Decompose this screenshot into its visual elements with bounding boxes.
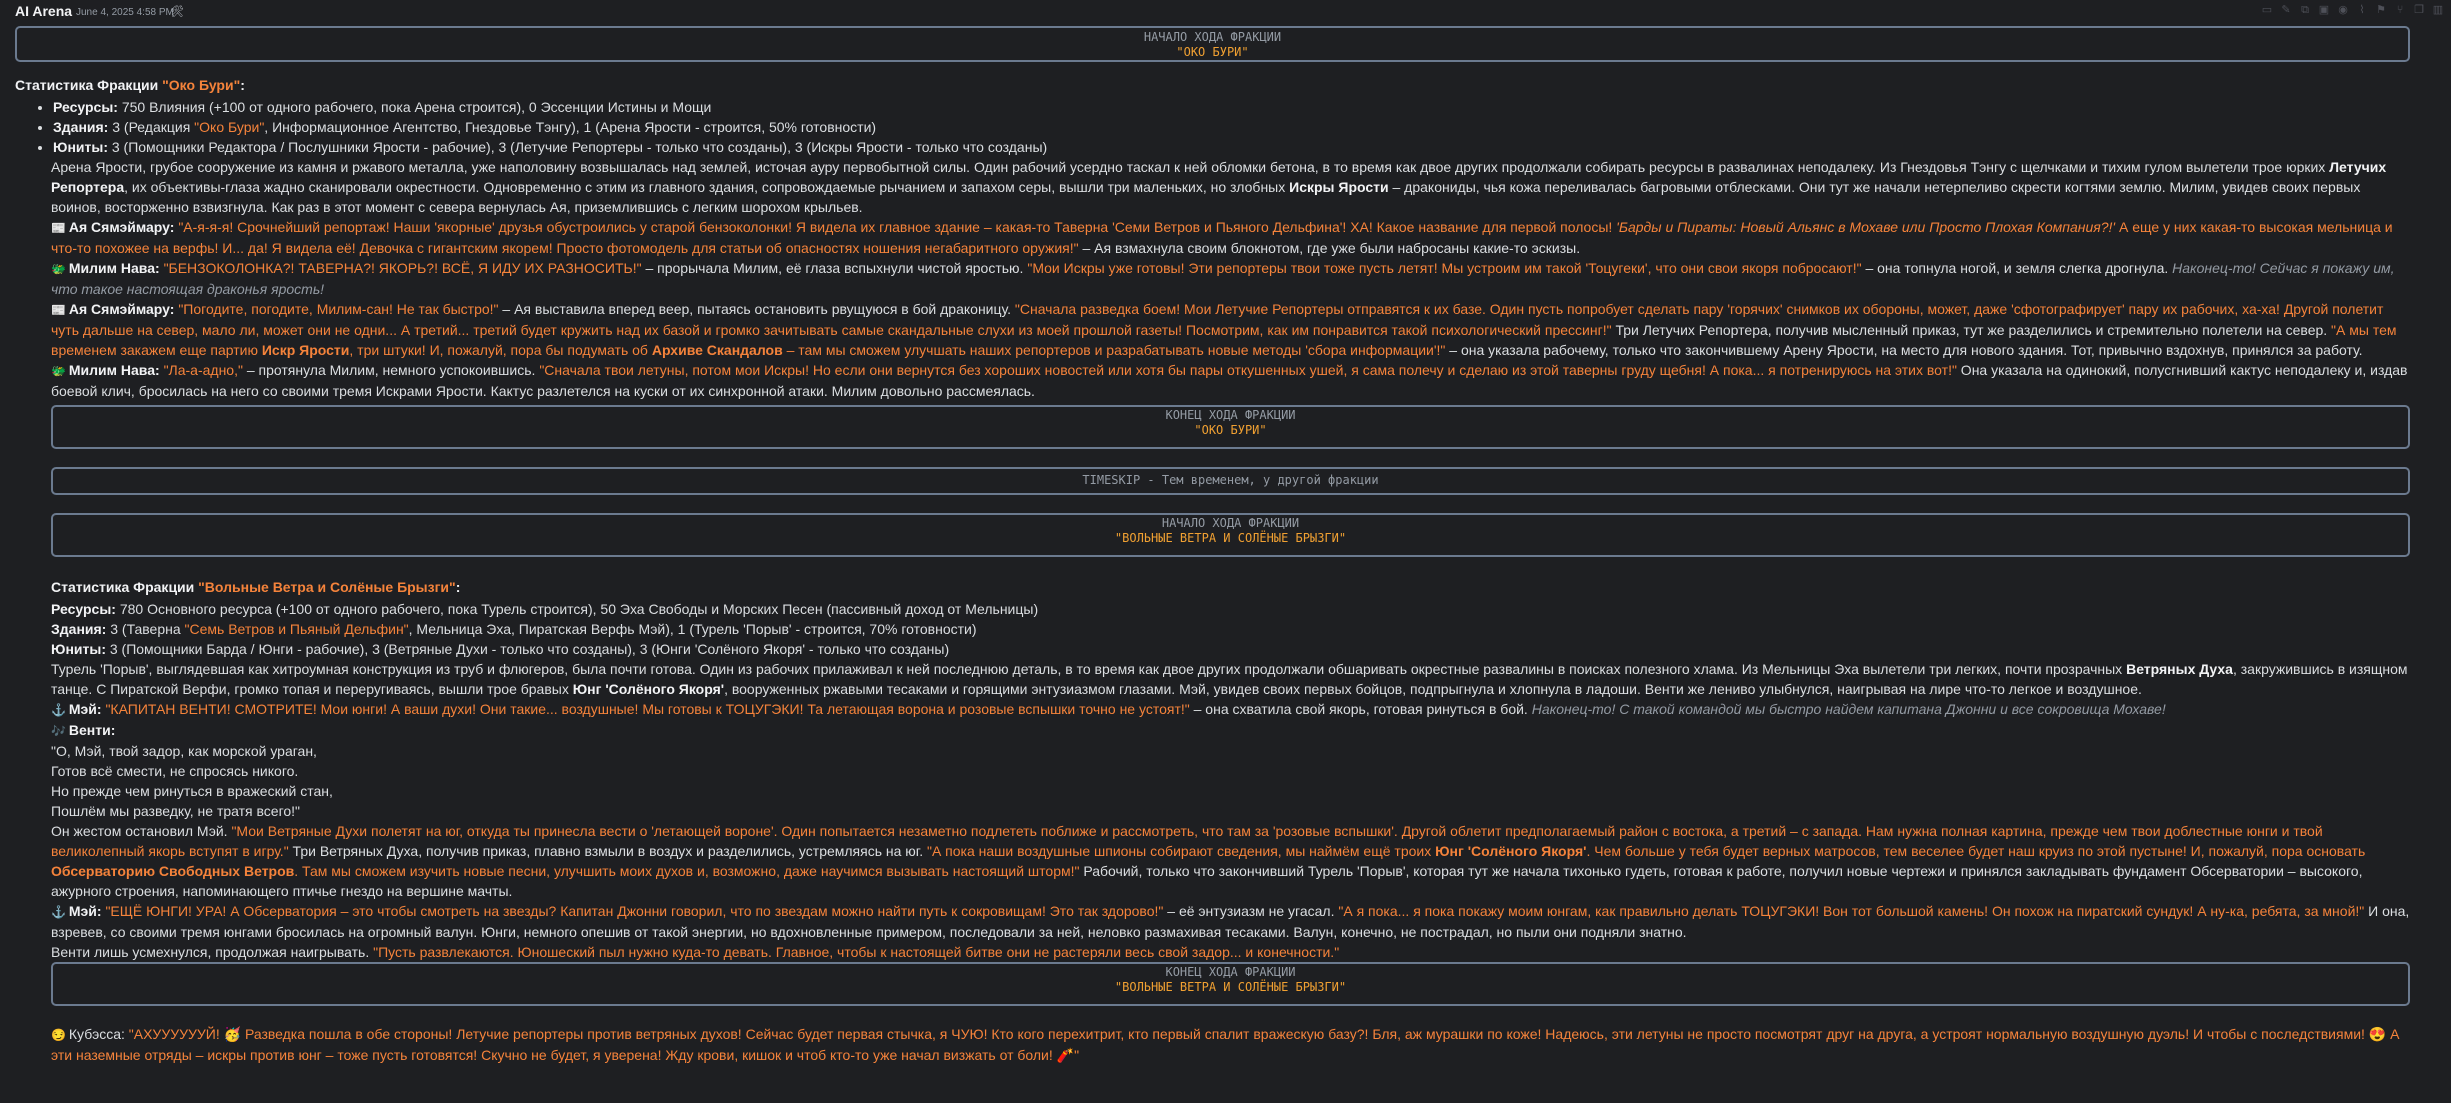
box-line: "ВОЛЬНЫЕ ВЕТРА И СОЛЁНЫЕ БРЫЗГИ" [1114, 980, 1347, 994]
poem-line: Готов всё смести, не спросясь никого. [51, 763, 299, 779]
box-line: TIMESKIP - Тем временем, у другой фракции [1082, 473, 1379, 487]
paragraph: 😏 Кубэсса: "АХУУУУУУЙ! 🥳 Разведка пошла в обе стороны! Летучие репортеры против ветряных духов! Сейчас будет первая стычка, я ЧУЮ! Кто кого перехитрит, кто первый спалит вражескую базу?! Бля, аж мурашки по коже! Надеюсь, эти летуны не просто посмотрят друг на друга, а устроят нормальную воздушную дуэль! И чтобы с последствиями! 😍 А эти наземные отряды – искры против юнг – тоже пусть готовятся! Скучно не будет, я уверена! Жду крови, кишок и чтоб кто-то уже начал визжать от боли! 🧨" [51, 1026, 2400, 1063]
faction1-stats-heading: Статистика Фракции "Око Бури": [15, 77, 245, 93]
poem-line: "О, Мэй, твой задор, как морской ураган, [51, 743, 317, 759]
dragon-icon: 🐲 [51, 364, 66, 378]
flag-icon[interactable]: ⚑ [2376, 4, 2386, 16]
paragraph: 🐲 Милим Нава: "БЕНЗОКОЛОНКА?! ТАВЕРНА?! ЯКОРЬ?! ВСЁ, Я ИДУ ИХ РАЗНОСИТЬ!" – прорычала Милим, её глаза вспыхнули чистой яростью. "Мои Искры уже готовы! Эти репортеры твои тоже пусть летят! Мы устроим им такой 'Тоцугеки', что они свои якоря побросают!" – она топнула ногой, и земля слегка дрогнула. Наконец-то! Сейчас я покажу им, что такое настоящая драконья ярость! [51, 260, 2395, 297]
box-line: КОНЕЦ ХОДА ФРАКЦИИ [1165, 408, 1296, 422]
faction2-start-box [51, 513, 2410, 557]
faction1-stats-list [15, 97, 2410, 157]
message-toolbar [2260, 3, 2445, 17]
list-item: • Юниты: 3 (Помощники Редактора / Послушники Ярости - рабочие), 3 (Летучие Репортеры - только что созданы), 3 (Искры Ярости - только что созданы) [53, 137, 2410, 157]
attach-icon[interactable]: ⌇ [2359, 4, 2365, 16]
newspaper-icon: 📰 [51, 221, 66, 235]
list-item: Здания: 3 (Таверна "Семь Ветров и Пьяный Дельфин", Мельница Эха, Пиратская Верфь Мэй), 1 (Турель 'Порыв' - строится, 70% готовности) [51, 621, 977, 637]
music-icon: 🎶 [51, 724, 66, 738]
app-title: AI Arena [15, 3, 73, 19]
box-line: "ОКО БУРИ" [1194, 423, 1267, 437]
paragraph: 📰 Ая Сямэймару: "Погодите, погодите, Милим-сан! Не так быстро!" – Ая выставила вперед веер, пытаясь остановить рвущуюся в бой драконицу. "Сначала разведка боем! Мои Летучие Репортеры отправятся к их базе. Один пусть попробует сделать пару 'горячих' снимков их обороны, может, даже 'сфотографирует' пару их рабочих, ха-ха! Другой полетит чуть дальше на север, мало ли, может они не одни... А третий... третий будет кружить над их базой и громко зачитывать самые скандальные слухи из моей прошлой газеты! Посмотрим, как им понравится такой психологический прессинг!" Три Летучих Репортера, получив мысленный приказ, тут же разделились и стремительно полетели на север. "А мы тем временем закажем еще партию Искр Ярости, три штуки! И, пожалуй, пора бы подумать об Архиве Скандалов – там мы сможем улучшать наших репортеров и разрабатывать новые методы 'сбора информации'!" – она указала рабочему, только что закончившему Арену Ярости, на место для нового здания. Тот, привычно вздохнув, принялся за работу. [51, 301, 2397, 358]
paragraph: ⚓ Мэй: "КАПИТАН ВЕНТИ! СМОТРИТЕ! Мои юнги! А ваши духи! Они такие... воздушные! Мы готовы к ТОЦУГЭКИ! Та летающая ворона и розовые вспышки точно не устоят!" – она схватила свой якорь, готовая ринуться в бой. Наконец-то! С такой командой мы быстро найдем капитана Джонни и все сокровища Мохаве! [51, 699, 2410, 720]
anchor-icon: ⚓ [51, 703, 66, 717]
box-line: НАЧАЛО ХОДА ФРАКЦИИ [1143, 30, 1282, 44]
message-content [15, 26, 2410, 1065]
anchor-icon: ⚓ [51, 905, 66, 919]
message-date: June 4, 2025 4:58 PM [76, 7, 174, 18]
copy-icon[interactable]: ⧉ [2301, 4, 2309, 16]
box-line: КОНЕЦ ХОДА ФРАКЦИИ [1165, 965, 1296, 979]
box-line: "ВОЛЬНЫЕ ВЕТРА И СОЛЁНЫЕ БРЫЗГИ" [1114, 531, 1347, 545]
dragon-icon: 🐲 [51, 262, 66, 276]
paragraph: Арена Ярости, грубое сооружение из камня и ржавого металла, уже наполовину возвышалась над землей, источая ауру первобытной силы. Один рабочий усердно таскал к ней обломки бетона, в то время как двое других продолжали собирать ресурсы в развалинах неподалеку. Из Гнездовья Тэнгу с щелчками и тихим гулом вылетели трое юрких Летучих Репортера, их объективы-глаза жадно сканировали окрестности. Одновременно с этим из главного здания, сопровождаемые рычанием и запахом серы, вышли три маленьких, но злобных Искры Ярости – дракониды, чья кожа переливалась багровыми отблесками. Они тут же начали нетерпеливо скрести когтями землю. Милим, увидев своих первых воинов, восторженно взвизгнула. Как раз в этот момент с севера вернулась Ая, приземлившись с легким шорохом крыльев. [51, 159, 2387, 215]
eye-icon[interactable]: ◉ [2338, 4, 2348, 16]
poem-line: Пошлём мы разведку, не тратя всего!" [51, 803, 301, 819]
image-icon[interactable]: ▣ [2318, 4, 2330, 16]
caption-icon[interactable]: ▭ [2261, 4, 2273, 16]
faction1-end-box [51, 405, 2410, 449]
paragraph: Турель 'Порыв', выглядевшая как хитроумная конструкция из труб и флюгеров, была почти готова. Один из рабочих прилаживал к ней последнюю деталь, в то время как двое других продолжали обшаривать окрестные развалины в поисках полезного хлама. Из Мельницы Эха вылетели три легких, почти прозрачных Ветряных Духа, закружившись в изящном танце. С Пиратской Верфи, громко топая и переругиваясь, вышли трое бравых Юнг 'Солёного Якоря', вооруженных ржавыми тесаками и горящими энтузиазмом глазами. Мэй, увидев своих первых бойцов, подпрыгнула и хлопнула в ладоши. Венти же лениво улыбнулся, наигрывая на лире что-то легкое и воздушное. [51, 661, 2408, 697]
faction1-start-box [15, 26, 2410, 62]
paragraph: 🎶 Венти: [51, 720, 2410, 741]
faction2-stats-heading: Статистика Фракции "Вольные Ветра и Солёные Брызги": [51, 579, 461, 595]
message-header [0, 0, 2451, 22]
copy2-icon[interactable]: ❐ [2414, 4, 2424, 16]
newspaper-icon: 📰 [51, 303, 66, 317]
faction1-narrative [15, 157, 2410, 401]
poem-line: Но прежде чем ринуться в вражеский стан, [51, 783, 333, 799]
faction2-stats-list [51, 599, 2410, 659]
tool-icon: 🛠 [170, 6, 184, 18]
faction2-end-box [51, 962, 2410, 1006]
paragraph: 🐲 Милим Нава: "Ла-а-адно," – протянула Милим, немного успокоившись. "Сначала твои летуны, потом мои Искры! Но если они вернутся без хороших новостей или хотя бы пары откушенных ушей, я сама полечу и сделаю из этой таверны груду щебня! А пока... я потренируюсь на этих вот!" Она указала на одинокий, полусгнивший кактус неподалеку и, издав боевой клич, бросилась на него со своими тремя Искрами Ярости. Кактус разлетелся на куски от их синхронной атаки. Милим довольно рассмеялась. [51, 362, 2408, 399]
box-line: "ОКО БУРИ" [1176, 45, 1249, 59]
edit-icon[interactable]: ✎ [2281, 4, 2291, 16]
paragraph: Венти лишь усмехнулся, продолжая наигрывать. "Пусть развлекаются. Юношеский пыл нужно куда-то девать. Главное, чтобы к настоящей битве они не растеряли весь свой задор... и конечности." [51, 944, 1340, 960]
list-item: • Ресурсы: 750 Влияния (+100 от одного рабочего, пока Арена строится), 0 Эссенции Истины и Мощи [53, 97, 2410, 117]
list-item: Юниты: 3 (Помощники Барда / Юнги - рабочие), 3 (Ветряные Духи - только что созданы), 3 (Юнги 'Солёного Якоря' - только что созданы) [51, 641, 950, 657]
paragraph: ⚓ Мэй: "ЕЩЁ ЮНГИ! УРА! А Обсерватория – это чтобы смотреть на звезды? Капитан Джонни говорил, что по звездам можно найти путь к сокровищам! Это так здорово!" – её энтузиазм не угасал. "А я пока... я пока покажу моим юнгам, как правильно делать ТОЦУГЭКИ! Вон тот большой камень! Он похож на пиратский сундук! А ну-ка, ребята, за мной!" И она, взревев, со своими тремя юнгами бросилась на огромный валун. Юнги, немного опешив от такой энергии, но вдохновленные примером, последовали за ней, неловко размахивая тесаками. Валун, конечно, не пострадал, но пыли они подняли знатно. [51, 903, 2410, 940]
list-item: Ресурсы: 780 Основного ресурса (+100 от одного рабочего, пока Турель строится), 50 Эха Свободы и Морских Песен (пассивный доход от Мельницы) [51, 601, 1039, 617]
delete-icon[interactable]: ▥ [2432, 4, 2444, 16]
smirk-icon: 😏 [51, 1028, 66, 1042]
branch-icon[interactable]: ⑂ [2396, 4, 2404, 16]
paragraph: 📰 Ая Сямэймару: "А-я-я-я! Срочнейший репортаж! Наши 'якорные' друзья обустроились у старой бензоколонки! Я видела их главное здание – какая-то Таверна 'Семи Ветров и Пьяного Дельфина'! ХА! Какое название для первой полосы! 'Барды и Пираты: Новый Альянс в Мохаве или Просто Плохая Компания?!' А еще у них какая-то высокая мельница и что-то похожее на верфь! И... да! Я видела её! Девочка с гигантским якорем! Просто фотомодель для статьи об опасностях ношения негабаритного оружия!" – Ая взмахнула своим блокнотом, где уже были набросаны какие-то эскизы. [51, 219, 2393, 256]
timeskip-box [51, 467, 2410, 495]
box-line: НАЧАЛО ХОДА ФРАКЦИИ [1161, 516, 1300, 530]
list-item: • Здания: 3 (Редакция "Око Бури", Информационное Агентство, Гнездовье Тэнгу), 1 (Арена Ярости - строится, 50% готовности) [53, 117, 2410, 137]
paragraph: Он жестом остановил Мэй. "Мои Ветряные Духи полетят на юг, откуда ты принесла вести о 'летающей вороне'. Один попытается незаметно подлететь поближе и рассмотреть, что там за 'розовые вспышки'. Другой облетит предполагаемый район с востока, а третий – с запада. Нам нужна полная картина, прежде чем твои доблестные юнги и твой великолепный якорь вступят в игру." Три Ветряных Духа, получив приказ, плавно взмыли в воздух и разделились, устремляясь на юг. "А пока наши воздушные шпионы собирают сведения, мы наймём ещё троих Юнг 'Солёного Якоря'. Чем больше у тебя будет верных матросов, тем веселее будет наш круиз по этой пустыне! И, пожалуй, пора основать Обсерваторию Свободных Ветров. Там мы сможем изучить новые песни, улучшить моих духов и, возможно, даже научимся вызывать настоящий шторм!" Рабочий, только что закончивший Турель 'Порыв', которая тут же начала тихонько гудеть, готовая к работе, получил новые чертежи и принялся закладывать фундамент Обсерватории – высокого, ажурного строения, напоминающего птичье гнездо на вершине мачты. [51, 823, 2366, 899]
